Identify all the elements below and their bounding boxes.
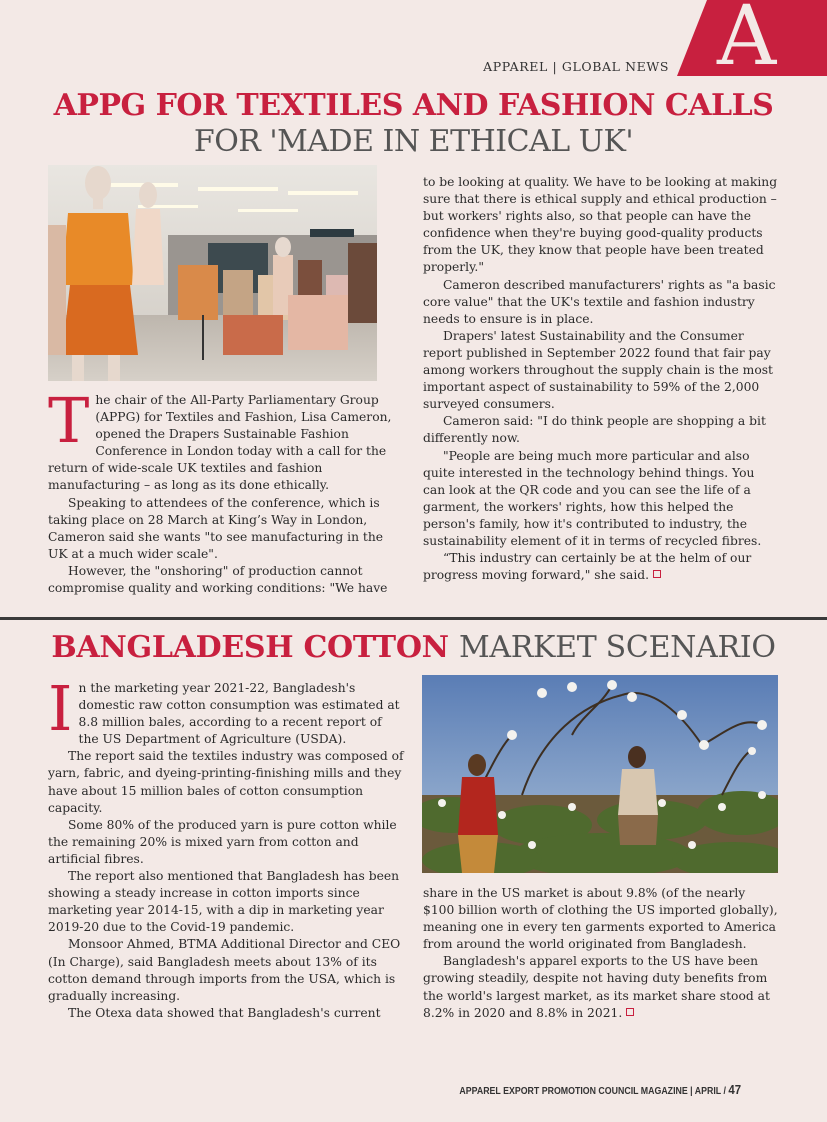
store-photo — [48, 165, 377, 381]
article1-column-right — [423, 174, 779, 584]
article2-paragraph: The report also mentioned that Bangladesh has been showing a steady increase in cotton imports since marketing year 2014-15, with a dip in marketing year 2019-20 due to the Covid-19 pandemic. — [48, 869, 400, 935]
article1-paragraph: to be looking at quality. We have to be looking at making sure that there is ethical supply and ethical production – but workers' rights also, so that people can have the confidence when they're buying good-quality products from the UK, they know that people have been treated properly." — [423, 175, 778, 275]
page-number: 47 — [728, 1082, 741, 1097]
article2-column-right — [423, 885, 779, 1022]
article1-paragraph: However, the "onshoring" of production cannot compromise quality and working conditions: "We have — [48, 563, 388, 596]
article1-column-left — [48, 384, 404, 597]
article1-paragraph: Drapers' latest Sustainability and the Consumer report published in September 2022 found that fair pay among workers throughout the supply chain is the most important aspect of sustainability to 59% of the 2,000 surveyed consumers. — [423, 328, 773, 412]
cotton-field-photo — [422, 675, 778, 873]
end-mark-icon — [653, 570, 661, 578]
svg-text:A: A — [717, 0, 777, 76]
article2-column-left — [48, 672, 404, 1022]
article2-dropcap: I — [48, 672, 73, 745]
section-divider — [0, 617, 827, 620]
article2-paragraph: Bangladesh's apparel exports to the US have been growing steadily, despite not having duty benefits from the world's largest market, as its market share stood at 8.2% in 2020 and 8.8% in 2021. — [423, 954, 770, 1020]
article1-paragraph: “This industry can certainly be at the helm of our progress moving forward," she said. — [423, 551, 752, 583]
article1-title-line2: FOR 'MADE IN ETHICAL UK' — [193, 124, 634, 159]
article1-dropcap: T — [48, 384, 90, 457]
section-tag: APPAREL | GLOBAL NEWS — [483, 59, 669, 74]
article1-title — [0, 88, 827, 160]
article2-paragraph: Monsoor Ahmed, BTMA Additional Director and CEO (In Charge), said Bangladesh meets about 13% of its cotton demand through imports from the USA, which is gradually increasing. — [48, 937, 401, 1003]
article2-title — [0, 630, 827, 666]
article2-paragraph: In the marketing year 2021-22, Bangladesh's domestic raw cotton consumption was estimated at 8.8 million bales, according to a recent report of the US Department of Agriculture (USDA). — [48, 672, 400, 747]
end-mark-icon — [626, 1008, 634, 1016]
footer-magazine: APPAREL EXPORT PROMOTION COUNCIL MAGAZINE | APRIL / — [459, 1086, 726, 1097]
article2-title-grey: MARKET SCENARIO — [458, 630, 776, 665]
article1-paragraph: Cameron said: "I do think people are shopping a bit differently now. — [423, 414, 766, 446]
article1-paragraph: Cameron described manufacturers' rights as "a basic core value" that the UK's textile and fashion industry needs to ensure is in place. — [423, 277, 776, 326]
article2-paragraph: The Otexa data showed that Bangladesh's current — [68, 1005, 381, 1020]
brand-logo-a — [677, 0, 827, 76]
article1-paragraph: Speaking to attendees of the conference, which is taking place on 28 March at King’s Way in London, Cameron said she wants "to see manufacturing in the UK at a much wider scale". — [48, 495, 384, 561]
article2-paragraph: Some 80% of the produced yarn is pure cotton while the remaining 20% is mixed yarn from cotton and artificial fibres. — [48, 817, 397, 866]
article2-paragraph: The report said the textiles industry was composed of yarn, fabric, and dyeing-printing-finishing mills and they have about 15 million bales of cotton consumption capacity. — [48, 749, 404, 815]
article1-title-line1: APPG FOR TEXTILES AND FASHION CALLS — [53, 88, 774, 123]
article2-paragraph: share in the US market is about 9.8% (of the nearly $100 billion worth of clothing the US imported globally), meaning one in every ten garments exported to America from around the world originated from Bangladesh. — [423, 886, 778, 952]
article1-paragraph: The chair of the All-Party Parliamentary Group (APPG) for Textiles and Fashion, Lisa Cameron, opened the Drapers Sustainable Fashion Conference in London today with a call for the return of wide-scale UK textiles and fashion manufacturing – as long as its done ethically. — [48, 384, 392, 493]
article2-title-red: BANGLADESH COTTON — [51, 630, 449, 665]
page-footer — [459, 1082, 741, 1097]
article1-paragraph: "People are being much more particular and also quite interested in the technology behind things. You can look at the QR code and you can see the life of a garment, the workers' rights, how this helped the person's family, how it's contributed to industry, the sustainability element of it in terms of recycled fibres. — [423, 448, 762, 548]
